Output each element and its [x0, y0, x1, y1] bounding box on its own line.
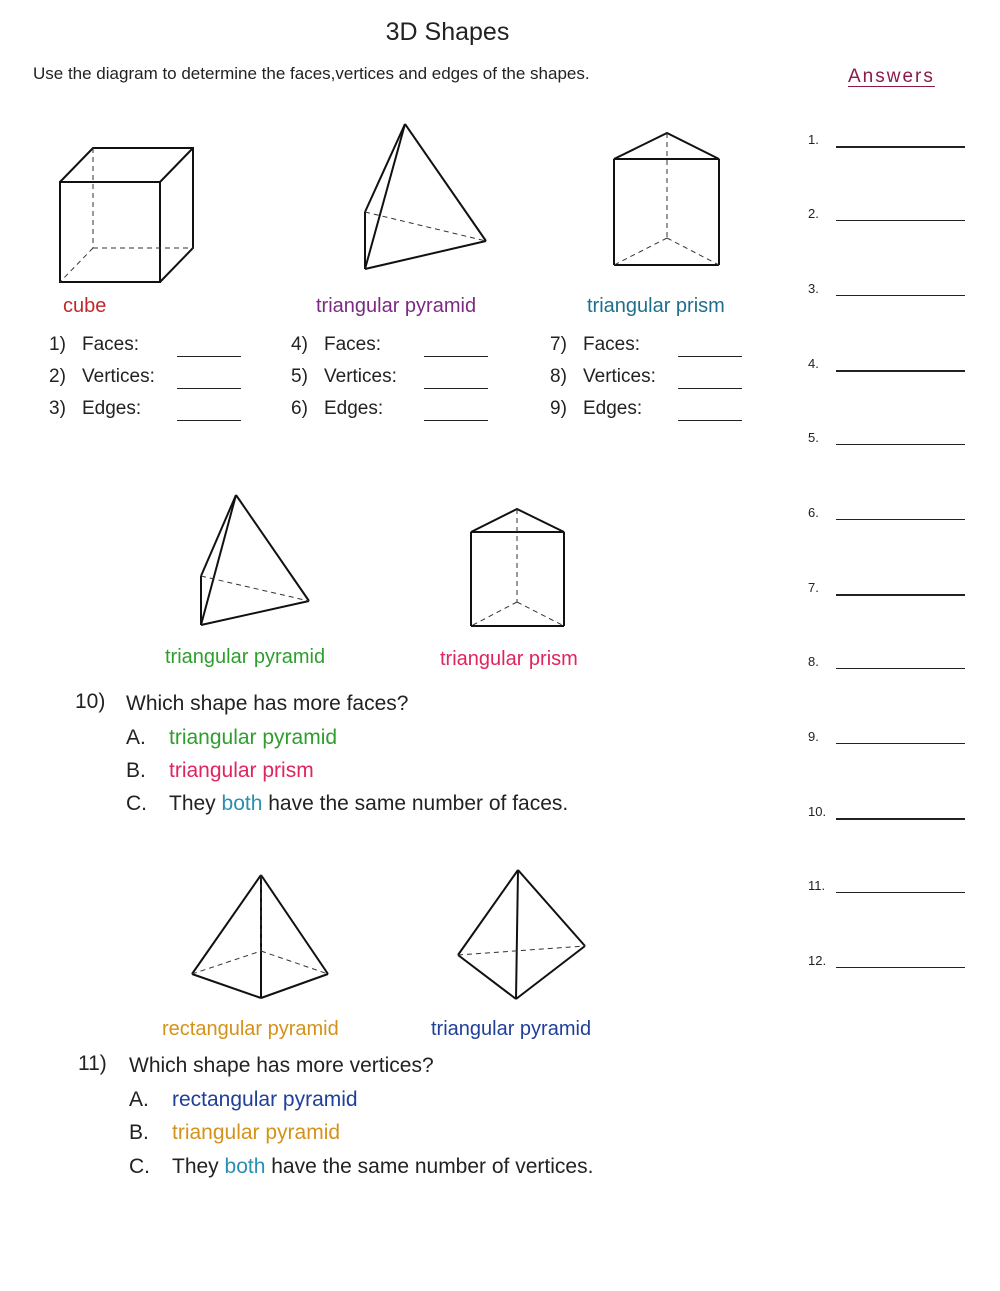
rectangular-pyramid-label: rectangular pyramid	[162, 1018, 339, 1040]
answer-number: 4.	[808, 356, 819, 371]
option-letter: A.	[129, 1088, 149, 1111]
triangular-pyramid-label-3: triangular pyramid	[431, 1018, 592, 1040]
answers-heading: Answers	[848, 66, 935, 87]
question-number: 3)	[49, 398, 66, 419]
question-10-text: Which shape has more faces?	[126, 692, 409, 715]
triangular-prism-label: triangular prism	[587, 295, 725, 317]
answer-number: 2.	[808, 206, 819, 221]
answer-number: 1.	[808, 132, 819, 147]
question-number: 1)	[49, 334, 66, 355]
question-label: Faces:	[583, 334, 641, 355]
answer-number: 3.	[808, 281, 819, 296]
question-number: 6)	[291, 398, 308, 419]
option-text: triangular prism	[169, 759, 314, 782]
option-text-post: have the same number of vertices.	[271, 1155, 594, 1178]
option-letter: A.	[126, 726, 146, 749]
answer-number: 6.	[808, 505, 819, 520]
answer-number: 8.	[808, 654, 819, 669]
answer-number: 11.	[808, 878, 826, 893]
page-title: 3D Shapes	[385, 18, 510, 46]
question-label: Vertices:	[324, 366, 397, 387]
option-text: triangular pyramid	[169, 726, 338, 749]
option-text-post: have the same number of faces.	[268, 792, 569, 815]
question-number: 7)	[550, 334, 567, 355]
option-text: rectangular pyramid	[172, 1088, 358, 1111]
answer-number: 9.	[808, 729, 819, 744]
question-11-text: Which shape has more vertices?	[129, 1054, 434, 1077]
option-text-both: both	[221, 792, 263, 815]
answer-number: 12.	[808, 953, 827, 968]
answer-number: 7.	[808, 580, 819, 595]
question-label: Edges:	[583, 398, 643, 419]
cube-label: cube	[63, 295, 107, 317]
option-a-11[interactable]	[129, 1088, 649, 1116]
question-number: 5)	[291, 366, 308, 387]
option-letter: C.	[129, 1155, 150, 1178]
option-letter: C.	[126, 792, 147, 815]
option-text-both: both	[224, 1155, 266, 1178]
question-label: Vertices:	[82, 366, 155, 387]
question-number: 9)	[550, 398, 567, 419]
option-text-pre: They	[169, 792, 216, 815]
option-text-pre: They	[172, 1155, 219, 1178]
option-b-11[interactable]	[129, 1121, 649, 1149]
option-letter: B.	[126, 759, 146, 782]
question-number: 8)	[550, 366, 567, 387]
triangular-pyramid-label: triangular pyramid	[316, 295, 477, 317]
answer-number: 10.	[808, 804, 827, 819]
question-label: Edges:	[82, 398, 142, 419]
answer-number: 5.	[808, 430, 819, 445]
option-letter: B.	[129, 1121, 149, 1144]
question-label: Faces:	[82, 334, 140, 355]
triangular-prism-label-2: triangular prism	[440, 648, 578, 670]
option-text	[172, 1155, 593, 1179]
question-label: Edges:	[324, 398, 384, 419]
question-label: Vertices:	[583, 366, 656, 387]
question-number: 2)	[49, 366, 66, 387]
question-number: 4)	[291, 334, 308, 355]
option-text: triangular pyramid	[172, 1121, 341, 1144]
instructions: Use the diagram to determine the faces,vertices and edges of the shapes.	[33, 64, 590, 83]
question-label: Faces:	[324, 334, 382, 355]
triangular-pyramid-label-2: triangular pyramid	[165, 646, 326, 668]
option-c-11[interactable]	[129, 1155, 649, 1183]
question-11-number: 11)	[78, 1052, 107, 1075]
question-10-number: 10)	[75, 690, 106, 713]
